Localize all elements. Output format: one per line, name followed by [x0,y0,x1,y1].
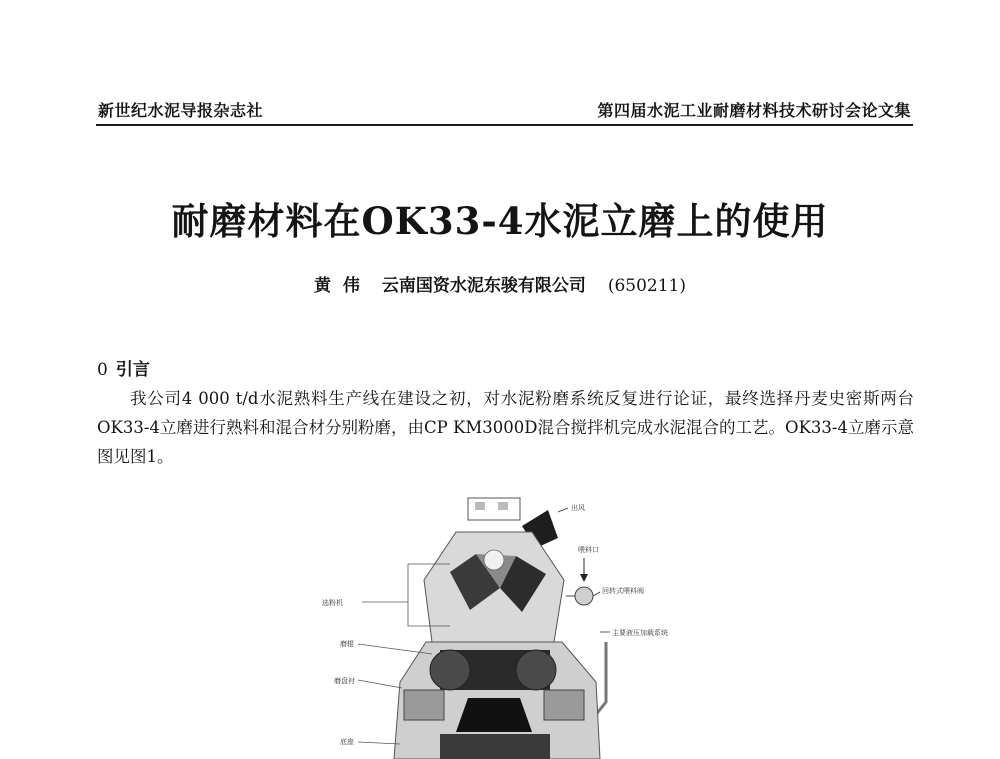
intro-paragraph: 我公司4 000 t/d水泥熟料生产线在建设之初，对水泥粉磨系统反复进行论证，最终选择丹麦史密斯两台OK33-4立磨进行熟料和混合材分别粉磨，由CP KM3000D混合搅拌机完成水泥混合的工艺。OK33-4立磨示意图见图1。 [97,389,914,466]
label-roller: 磨辊 [340,640,354,648]
label-separator: 选粉机 [322,599,343,607]
journal-name: 新世纪水泥导报杂志社 [98,101,264,120]
label-base: 底座 [340,738,354,746]
label-feed-inlet: 喂料口 [578,546,599,554]
header-divider [96,124,913,126]
author-name: 黄 伟 [313,276,360,296]
rotary-feeder [575,587,593,605]
section-title: 引言 [115,360,150,380]
outlet-leader [558,508,568,512]
ring-leader [358,680,402,688]
proceedings-name: 第四届水泥工业耐磨材料技术研讨会论文集 [597,101,911,120]
vertical-mill-diagram [300,492,680,759]
label-rotary-feeder: 回转式喂料阀 [602,587,644,595]
base-leader [358,742,400,744]
postal-code: (650211) [607,276,686,296]
affiliation: 云南国资水泥东骏有限公司 [381,276,586,296]
section-number: 0 [97,360,108,380]
feeder-leader [593,592,600,596]
label-hydraulic: 主要液压加载系统 [612,629,668,637]
mill-housing [424,532,564,642]
label-outlet: 出风 [571,504,585,512]
feed-arrowhead [580,574,588,582]
article-title: 耐磨材料在OK33-4水泥立磨上的使用 [171,199,829,243]
label-grinding-ring: 磨盘衬 [334,677,355,685]
section-heading [97,355,150,380]
author-line [0,271,1000,296]
mill-lower-body [394,642,600,759]
